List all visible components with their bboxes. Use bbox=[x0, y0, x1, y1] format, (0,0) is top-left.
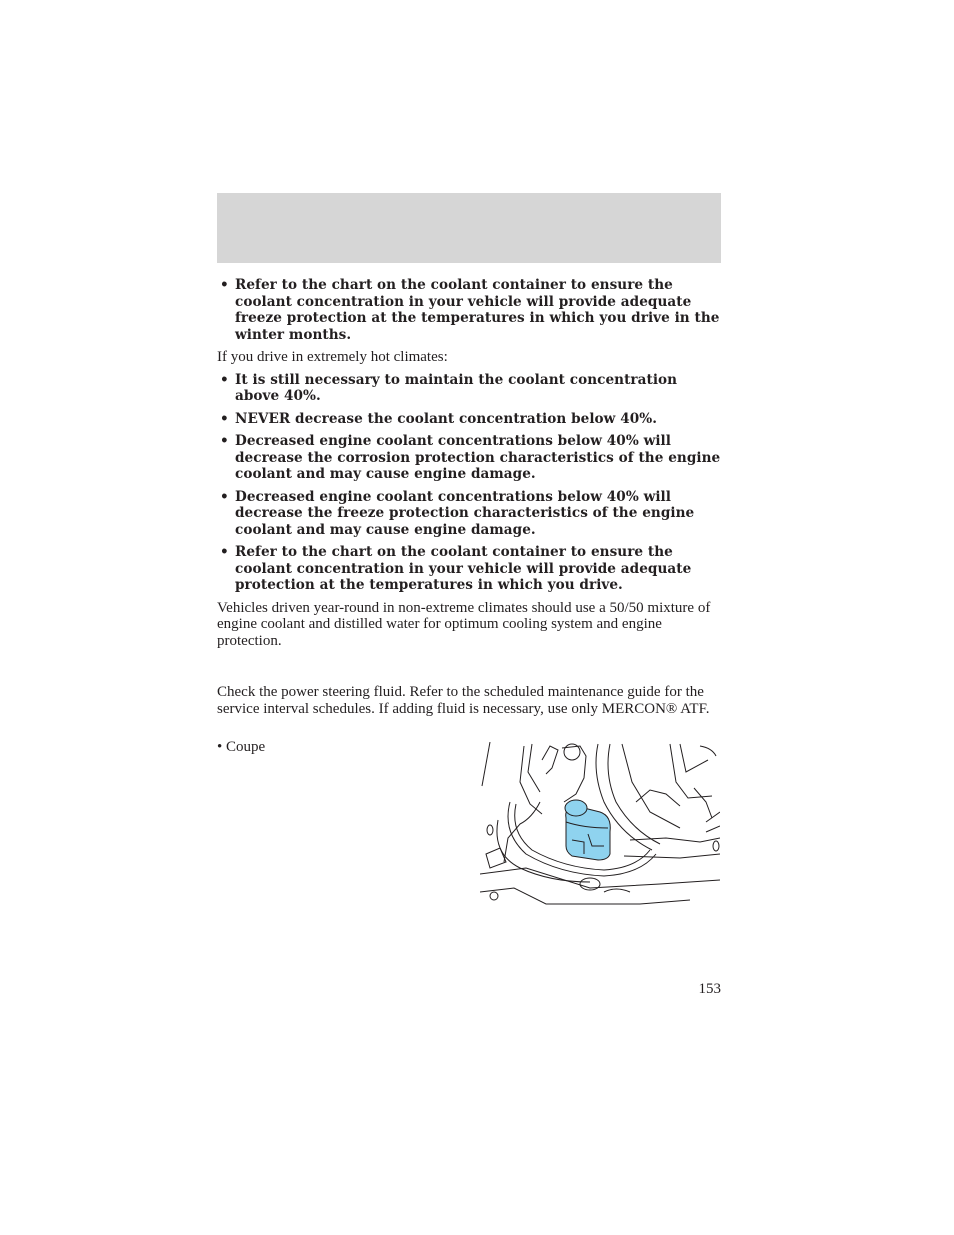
hot-bullet-2: • NEVER decrease the coolant concentration below 40%. bbox=[217, 411, 721, 428]
section-header-band bbox=[217, 193, 721, 263]
hot-bullet-5: • Refer to the chart on the coolant container to ensure the coolant concentration in your vehicle will provide adequate protection at the temperatures in which you drive. bbox=[217, 544, 721, 594]
reservoir-icon bbox=[565, 800, 610, 860]
hot-climates-intro: If you drive in extremely hot climates: bbox=[217, 349, 448, 365]
hot-bullet-1: • It is still necessary to maintain the coolant concentration above 40%. bbox=[217, 372, 721, 405]
hot-bullet-4: • Decreased engine coolant concentrations below 40% will decrease the freeze protection characteristics of the engine coolant and may cause engine damage. bbox=[217, 489, 721, 539]
year-round-paragraph: Vehicles driven year-round in non-extreme climates should use a 50/50 mixture of engine coolant and distilled water for optimum cooling system and engine protection. bbox=[217, 599, 711, 649]
power-steering-paragraph: Check the power steering fluid. Refer to the scheduled maintenance guide for the service interval schedules. If adding fluid is necessary, use only MERCON® ATF. bbox=[217, 684, 710, 717]
power-steering-reservoir-illustration bbox=[480, 742, 720, 906]
coupe-label: • Coupe bbox=[217, 739, 266, 755]
page-number: 153 bbox=[698, 981, 721, 997]
winter-bullet: • Refer to the chart on the coolant container to ensure the coolant concentration in your vehicle will provide adequate freeze protection at the temperatures in which you drive in the winter months. bbox=[217, 277, 721, 343]
page-content bbox=[217, 277, 721, 723]
hot-bullet-3: • Decreased engine coolant concentrations below 40% will decrease the corrosion protection characteristics of the engine coolant and may cause engine damage. bbox=[217, 433, 721, 483]
